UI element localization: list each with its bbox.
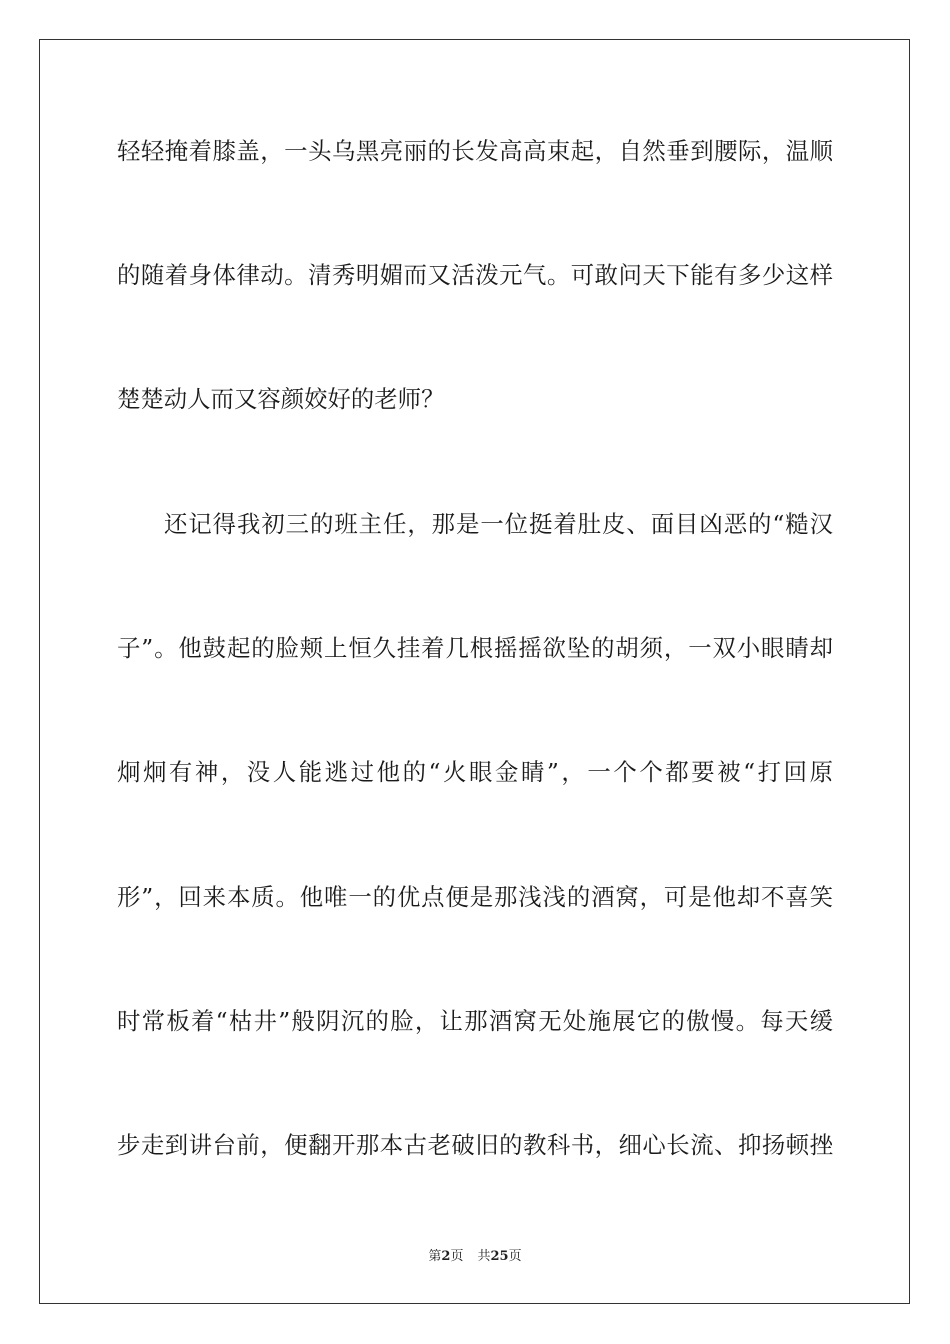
text-line-6: 炯炯有神，没人能逃过他的“火眼金睛”，一个个都要被“打回原 bbox=[117, 758, 833, 786]
footer-page-number: 2 bbox=[441, 1249, 451, 1264]
text-line-4: 还记得我初三的班主任，那是一位挺着肚皮、面目凶恶的“糙汉 bbox=[164, 510, 833, 538]
footer-page-suffix: 页 bbox=[450, 1249, 464, 1264]
page-border bbox=[39, 39, 910, 1304]
text-line-3: 楚楚动人而又容颜姣好的老师？ bbox=[117, 385, 445, 413]
footer-total-prefix: 共 bbox=[477, 1249, 491, 1264]
text-line-5: 子”。他鼓起的脸颊上恒久挂着几根摇摇欲坠的胡须，一双小眼睛却 bbox=[117, 634, 833, 662]
page-footer bbox=[0, 1248, 950, 1266]
footer-page-prefix: 第 bbox=[428, 1249, 442, 1264]
text-line-9: 步走到讲台前，便翻开那本古老破旧的教科书，细心长流、抑扬顿挫 bbox=[117, 1131, 833, 1159]
footer-total-pages: 25 bbox=[490, 1249, 509, 1264]
text-line-1: 轻轻掩着膝盖，一头乌黑亮丽的长发高高束起，自然垂到腰际，温顺 bbox=[117, 137, 833, 165]
text-line-7: 形”，回来本质。他唯一的优点便是那浅浅的酒窝，可是他却不喜笑 bbox=[117, 883, 833, 911]
text-line-8: 时常板着“枯井”般阴沉的脸，让那酒窝无处施展它的傲慢。每天缓 bbox=[117, 1007, 833, 1035]
text-line-2: 的随着身体律动。清秀明媚而又活泼元气。可敢问天下能有多少这样 bbox=[117, 261, 833, 289]
footer-total-suffix: 页 bbox=[508, 1249, 522, 1264]
